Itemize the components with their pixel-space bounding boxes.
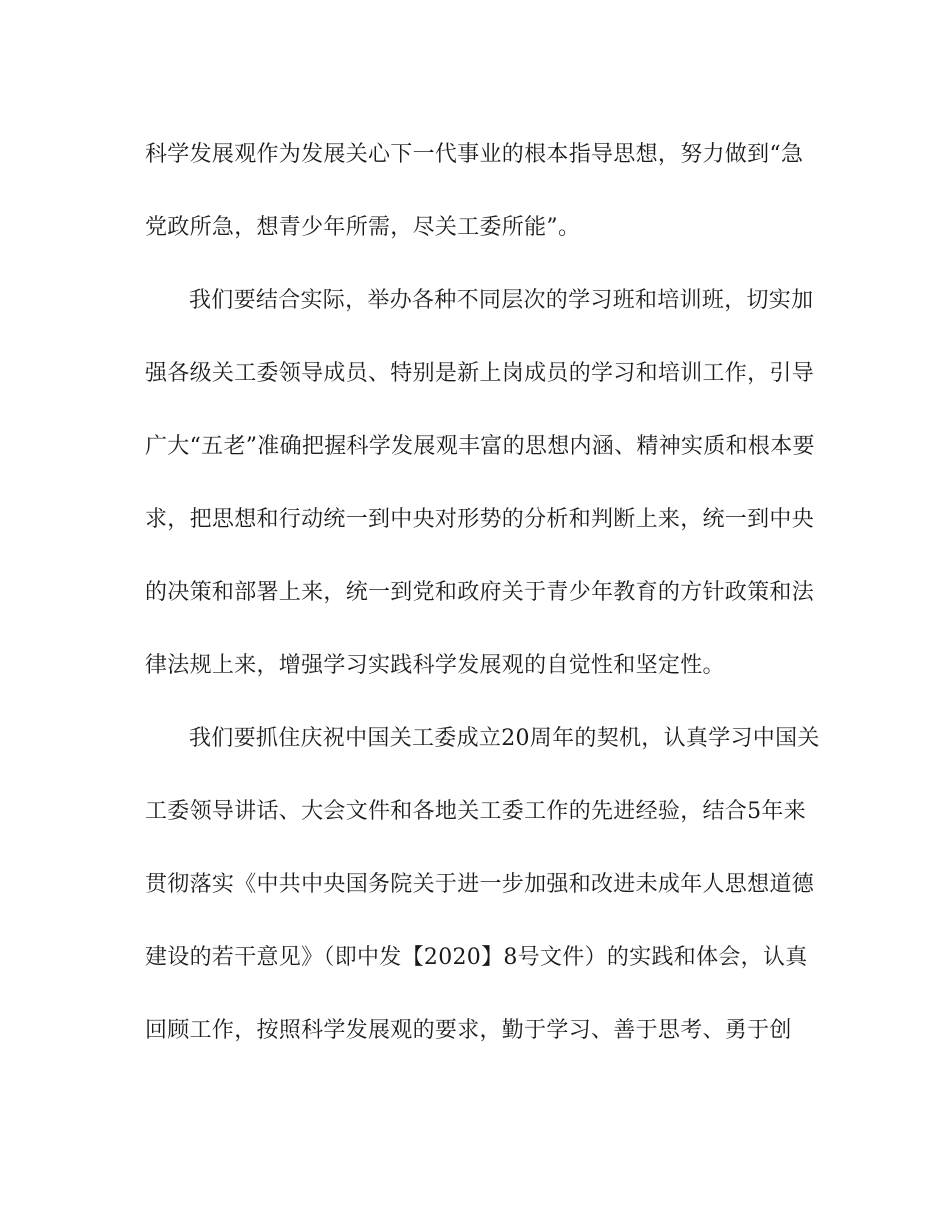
text-line: 广大“五老”准确把握科学发展观丰富的思想内涵、精神实质和根本要 (145, 434, 815, 459)
text-line: 建设的若干意见》（即中发【2020】8号文件）的实践和体会，认真 (145, 945, 808, 970)
text-line: 贯彻落实《中共中央国务院关于进一步加强和改进未成年人思想道德 (145, 872, 815, 897)
paragraph-start-line: 我们要结合实际，举办各种不同层次的学习班和培训班，切实加 (189, 288, 814, 313)
paragraph-start-line: 我们要抓住庆祝中国关工委成立20周年的契机，认真学习中国关 (189, 726, 820, 751)
text-line: 党政所急，想青少年所需，尽关工委所能”。 (145, 215, 581, 240)
text-line: 求，把思想和行动统一到中央对形势的分析和判断上来，统一到中央 (145, 507, 815, 532)
text-line: 律法规上来，增强学习实践科学发展观的自觉性和坚定性。 (145, 653, 725, 678)
text-line: 强各级关工委领导成员、特别是新上岗成员的学习和培训工作，引导 (145, 361, 815, 386)
text-line: 回顾工作，按照科学发展观的要求，勤于学习、善于思考、勇于创 (145, 1018, 792, 1043)
text-line: 工委领导讲话、大会文件和各地关工委工作的先进经验，结合5年来 (145, 799, 806, 824)
text-line: 科学发展观作为发展关心下一代事业的根本指导思想，努力做到“急 (145, 142, 804, 167)
text-line: 的决策和部署上来，统一到党和政府关于青少年教育的方针政策和法 (145, 580, 815, 605)
